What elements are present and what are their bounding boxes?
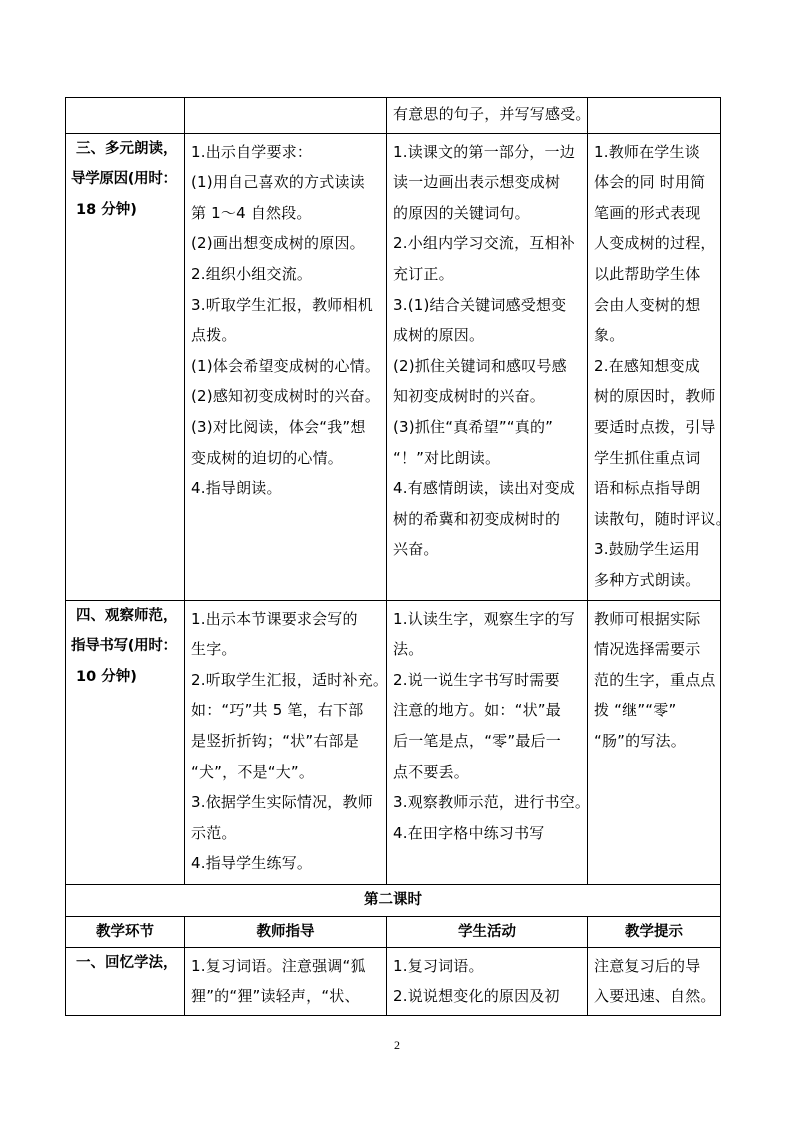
- session-row: [66, 884, 721, 916]
- teacher-guidance-text: [185, 601, 389, 882]
- text-line: 2.说说想变化的原因及初: [393, 987, 560, 1006]
- tips-cell: [588, 133, 731, 600]
- text-line: 的原因的关键词句。: [393, 203, 530, 222]
- text-line: 人变成树的过程，: [594, 234, 716, 253]
- text-line: 4.在田字格中练习书写: [393, 823, 545, 842]
- table-row-stage-1: [66, 947, 721, 1015]
- text-line: 1.复习词语。注意强调“狐: [191, 956, 366, 975]
- text-line: 3.(1)结合关键词感受想变: [393, 295, 567, 314]
- stage-title-line: 指导书写(用时：: [71, 638, 177, 655]
- text-line: 知初变成树时的兴奋。: [393, 387, 546, 406]
- text-line: 3.鼓励学生运用: [594, 540, 700, 559]
- text-line: (3)抓住“真希望”“真的”: [393, 417, 554, 436]
- text-line: 读散句，随时评议。: [594, 509, 731, 528]
- text-line: 多种方式朗读。: [594, 570, 701, 589]
- table-row-stage-4: [66, 600, 721, 884]
- student-activity-text: [387, 134, 587, 568]
- text-line: (1)用自己喜欢的方式读读: [191, 173, 365, 192]
- text-line: 点拨。: [191, 326, 237, 345]
- text-line: 要适时点拨，引导: [594, 417, 716, 436]
- lesson-plan-table: [65, 97, 731, 1016]
- teaching-tips-text: [588, 134, 731, 599]
- student-cell: [387, 600, 591, 884]
- stage-title-line: 一、回忆学法，: [76, 954, 178, 971]
- session-title: 第二课时: [364, 891, 422, 908]
- text-line: 注意的地方。如：“状”最: [393, 701, 561, 720]
- text-line: 1.复习词语。: [393, 956, 484, 975]
- text-line: 2.组织小组交流。: [191, 264, 313, 283]
- text-line: 变成树的迫切的心情。: [191, 448, 344, 467]
- text-line: 生字。: [191, 640, 237, 659]
- teacher-cell: [185, 133, 387, 600]
- teaching-tips-text: [588, 948, 720, 1015]
- text-line: 4.指导朗读。: [191, 479, 282, 498]
- header-cell: [66, 916, 185, 947]
- text-line: 狸”的“狸”读轻声，“状、: [191, 987, 360, 1006]
- tips-cell: [588, 600, 721, 884]
- stage-title-line: 18 分钟): [76, 201, 137, 218]
- table-row-stage-3: [66, 133, 721, 600]
- stage-title: [66, 948, 184, 979]
- text-line: 体会的同 时用简: [594, 173, 706, 192]
- text-line: 如：“巧”共 5 笔，右下部: [191, 701, 364, 720]
- text-line: 3.依据学生实际情况，教师: [191, 793, 373, 812]
- student-cell: [387, 98, 591, 134]
- text-line: 读一边画出表示想变成树: [393, 173, 561, 192]
- header-tips: 教学提示: [625, 923, 683, 940]
- text-line: 2.说一说生字书写时需要: [393, 670, 560, 689]
- teacher-cell: [185, 98, 387, 134]
- stage-title-line: 导学原因(用时：: [71, 171, 177, 188]
- text-line: 兴奋。: [393, 540, 439, 559]
- text-line: 象。: [594, 326, 625, 345]
- header-teacher: 教师指导: [256, 923, 315, 940]
- text-line: 4.指导学生练写。: [191, 854, 313, 873]
- header-cell: [387, 916, 588, 947]
- text-line: 树的原因时，教师: [594, 387, 716, 406]
- text-line: 后一笔是点，“零”最后一: [393, 731, 561, 750]
- text-line: 3.观察教师示范，进行书空。: [393, 793, 591, 812]
- header-cell: [185, 916, 387, 947]
- stage-title-line: 三、多元朗读，: [76, 140, 178, 157]
- text-line: “！”对比朗读。: [393, 448, 501, 467]
- stage-title: [66, 134, 184, 226]
- text-line: 树的希冀和初变成树时的: [393, 509, 561, 528]
- text-line: 学生抓住重点词: [594, 448, 701, 467]
- text-line: (2)感知初变成树时的兴奋。: [191, 387, 381, 406]
- text-line: “犬”，不是“大”。: [191, 762, 315, 781]
- text-line: (2)画出想变成树的原因。: [191, 234, 365, 253]
- student-cell: [387, 133, 588, 600]
- tips-cell: [588, 947, 721, 1015]
- teacher-cell: [185, 600, 387, 884]
- text-line: 拨 “继”“零”: [594, 701, 677, 720]
- header-row: [66, 916, 721, 947]
- text-line: 会由人变树的想: [594, 295, 701, 314]
- text-line: “肠”的写法。: [594, 731, 686, 750]
- tips-cell: [588, 98, 721, 134]
- stage-title: [66, 601, 184, 693]
- text-line: (1)体会希望变成树的心情。: [191, 356, 381, 375]
- stage-cell: [66, 947, 185, 1015]
- student-cell: [387, 947, 588, 1015]
- text-line: 1.出示自学要求：: [191, 142, 313, 161]
- text-line: 入要迅速、自然。: [594, 987, 716, 1006]
- text-line: (2)抓住关键词和感叹号感: [393, 356, 567, 375]
- text-line: 情况选择需要示: [594, 640, 701, 659]
- text-line: 1.读课文的第一部分，一边: [393, 142, 575, 161]
- text-line: 范的生字，重点点: [594, 670, 716, 689]
- table-row-continued: [66, 98, 721, 134]
- text-line: 以此帮助学生体: [594, 264, 701, 283]
- text-line: (3)对比阅读，体会“我”想: [191, 417, 366, 436]
- student-activity-text: [387, 601, 591, 852]
- text-line: 充订正。: [393, 264, 454, 283]
- teaching-tips-text: [588, 601, 720, 760]
- text-line: 3.听取学生汇报，教师相机: [191, 295, 373, 314]
- text-line: 成树的原因。: [393, 326, 485, 345]
- text-line: 示范。: [191, 823, 237, 842]
- text-line: 1.出示本节课要求会写的: [191, 609, 358, 628]
- text-line: 是竖折折钩；“状”右部是: [191, 731, 359, 750]
- text-line: 笔画的形式表现: [594, 203, 701, 222]
- stage-cell: [66, 600, 185, 884]
- stage-title-line: 四、观察师范，: [76, 607, 178, 624]
- teacher-guidance-text: [185, 948, 386, 1015]
- text-line: 教师可根据实际: [594, 609, 701, 628]
- stage-cell: [66, 133, 185, 600]
- header-stage: 教学环节: [96, 923, 154, 940]
- teacher-guidance-text: [185, 134, 386, 507]
- text-line: 1.教师在学生谈: [594, 142, 700, 161]
- text-line: 注意复习后的导: [594, 956, 701, 975]
- text-line: 语和标点指导朗: [594, 479, 701, 498]
- text-line: 2.小组内学习交流，互相补: [393, 234, 575, 253]
- stage-title-line: 10 分钟): [76, 668, 137, 685]
- text-line: 法。: [393, 640, 424, 659]
- student-activity-text: [387, 98, 591, 133]
- text-line: 1.认读生字，观察生字的写: [393, 609, 575, 628]
- text-line: 4.有感情朗读，读出对变成: [393, 479, 575, 498]
- page-number: 2: [394, 1038, 400, 1052]
- text-line: 有意思的句子，并写写感受。: [393, 105, 591, 123]
- teacher-cell: [185, 947, 387, 1015]
- header-cell: [588, 916, 721, 947]
- text-line: 2.在感知想变成: [594, 356, 700, 375]
- header-student: 学生活动: [458, 923, 516, 940]
- stage-cell: [66, 98, 185, 134]
- text-line: 点不要丢。: [393, 762, 470, 781]
- student-activity-text: [387, 948, 587, 1015]
- session-title-cell: [66, 884, 721, 916]
- text-line: 2.听取学生汇报，适时补充。: [191, 670, 389, 689]
- text-line: 第 1～4 自然段。: [191, 203, 312, 222]
